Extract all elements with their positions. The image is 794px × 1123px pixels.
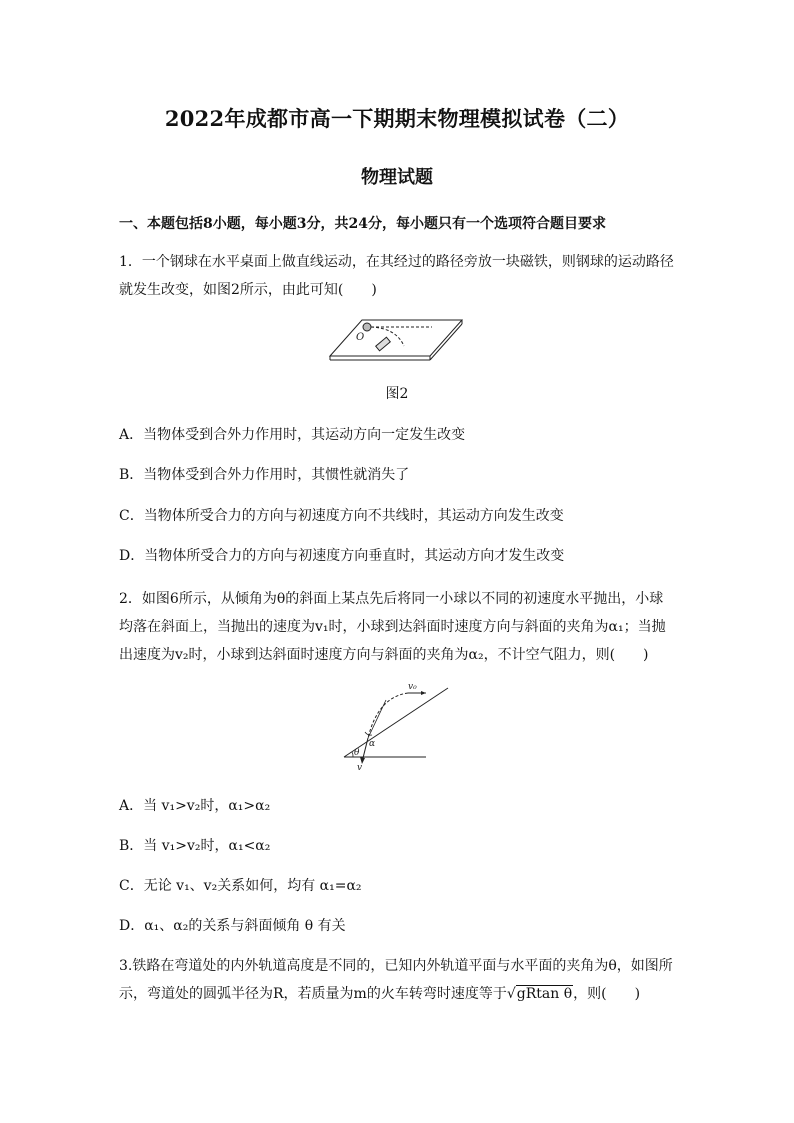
question-1-stem <box>119 248 679 304</box>
question-2-line-1: 2．如图6所示，从倾角为θ的斜面上某点先后将同一小球以不同的初速度水平抛出，小球 <box>119 591 664 607</box>
question-1-line-2: 就发生改变，如图2所示，由此可知( ) <box>119 282 377 298</box>
question-3-line-2-end: ，则( ) <box>573 986 641 1002</box>
question-1-option-d: D．当物体所受合力的方向与初速度方向垂直时，其运动方向才发生改变 <box>119 548 565 564</box>
question-3-line-2 <box>119 980 679 1008</box>
trajectory-dashed <box>368 693 408 738</box>
sqrt-sign: √ <box>506 986 516 1002</box>
figure-magnet-table <box>326 316 466 364</box>
question-2-option-d: D．α₁、α₂的关系与斜面倾角 θ 有关 <box>119 918 346 934</box>
question-2-option-b: B．当 v₁>v₂时，α₁<α₂ <box>119 838 271 854</box>
incline-surface <box>344 688 448 757</box>
theta-arc <box>352 752 353 757</box>
question-3-line-1: 3.铁路在弯道处的内外轨道高度是不同的，已知内外轨道平面与水平面的夹角为θ，如图所 <box>119 958 673 974</box>
label-v0: v₀ <box>408 682 417 692</box>
question-3-line-2-start: 示，弯道处的圆弧半径为R，若质量为m的火车转弯时速度等于 <box>119 986 507 1002</box>
question-2-line-2: 均落在斜面上，当抛出的速度为v₁时，小球到达斜面时速度方向与斜面的夹角为α₁；当抛 <box>119 619 666 635</box>
label-alpha: α <box>369 739 376 749</box>
question-2-option-c: C．无论 v₁、v₂关系如何，均有 α₁=α₂ <box>119 878 362 894</box>
question-2-line-3: 出速度为v₂时，小球到达斜面时速度方向与斜面的夹角为α₂，不计空气阻力，则( ) <box>119 647 649 663</box>
label-v: v <box>357 763 363 772</box>
question-2-option-a: A．当 v₁>v₂时，α₁>α₂ <box>119 798 271 814</box>
magnet <box>376 337 391 351</box>
question-2-stem <box>119 585 679 669</box>
question-1-option-b: B．当物体受到合外力作用时，其惯性就消失了 <box>119 467 410 483</box>
table-top <box>330 320 462 356</box>
landing-line <box>368 700 386 738</box>
sqrt-expression: gRtan θ <box>516 986 573 1002</box>
page-subtitle: 物理试题 <box>361 167 433 188</box>
figure-point-label: O <box>356 332 365 343</box>
question-1-option-a: A．当物体受到合外力作用时，其运动方向一定发生改变 <box>119 427 466 443</box>
question-3-stem <box>119 952 679 1008</box>
question-1-option-c: C．当物体所受合力的方向与初速度方向不共线时，其运动方向发生改变 <box>119 508 564 524</box>
figure-incline-projectile <box>340 680 450 772</box>
steel-ball <box>363 323 371 331</box>
label-theta: θ <box>354 748 360 758</box>
question-1-line-1: 1．一个钢球在水平桌面上做直线运动，在其经过的路径旁放一块磁铁，则钢球的运动路径 <box>119 254 674 270</box>
figure-caption: 图2 <box>385 386 409 402</box>
page-title: 2022年成都市高一下期期末物理模拟试卷（二） <box>164 106 630 131</box>
section-heading: 一、本题包括8小题，每小题3分，共24分，每小题只有一个选项符合题目要求 <box>119 216 606 232</box>
